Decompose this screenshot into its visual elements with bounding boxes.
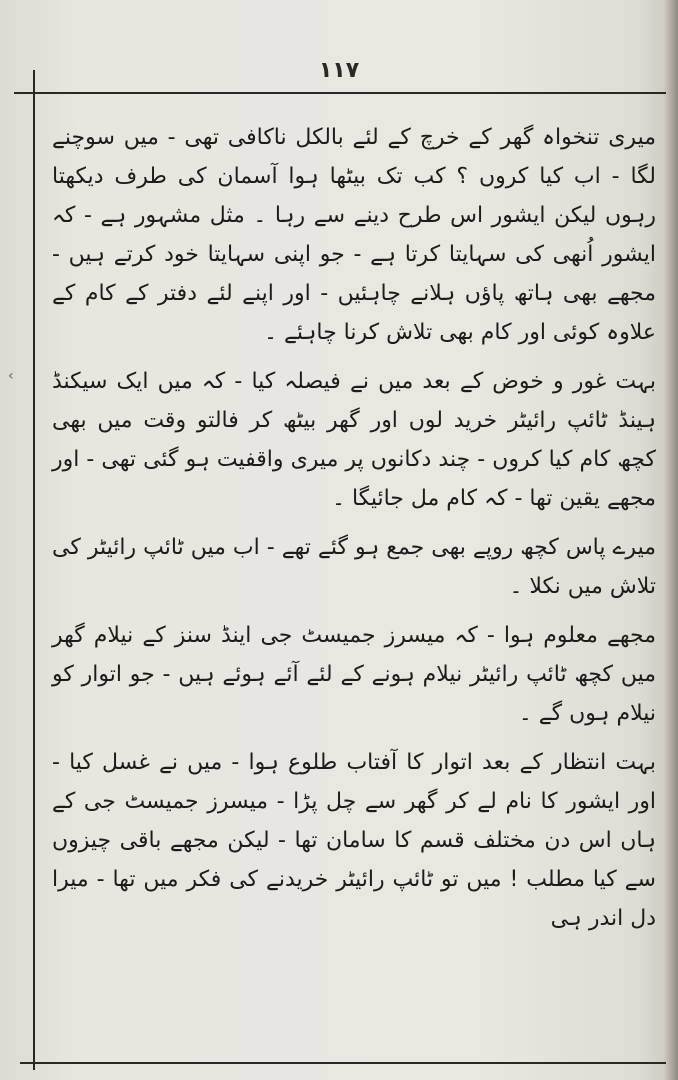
bottom-rule: [20, 1062, 666, 1064]
paragraph-2: بہت غور و خوض کے بعد میں نے فیصلہ کیا - کہ میں ایک سیکنڈ ہینڈ ٹائپ رائیٹر خرید لوں اور گھر بیٹھ کر فالتو وقت میں بھی کچھ کام کیا کروں - چند دکانوں پر میری واقفیت ہو گئی تھی - اور مجھے یقین تھا - کہ کام مل جائیگا ۔: [52, 369, 656, 511]
top-rule: [14, 92, 666, 94]
paragraph-3: میرے پاس کچھ روپے بھی جمع ہو گئے تھے - اب میں ٹائپ رائیٹر کی تلاش میں نکلا ۔: [52, 535, 656, 599]
paragraph-4: مجھے معلوم ہوا - کہ میسرز جمیسٹ جی اینڈ سنز کے نیلام گھر میں کچھ ٹائپ رائیٹر نیلام ہونے کے لئے آئے ہوئے ہیں - جو اتوار کو نیلام ہوں گے ۔: [52, 623, 656, 726]
paragraph-5: بہت انتظار کے بعد اتوار کا آفتاب طلوع ہوا - میں نے غسل کیا - اور ایشور کا نام لے کر گھر سے چل پڑا - میسرز جمیسٹ جی کے ہاں اس دن مختلف قسم کا سامان تھا - لیکن مجھے باقی چیزوں سے کیا مطلب ! میں تو ٹائپ رائیٹر خریدنے کی فکر میں تھا - میرا دل اندر ہی: [52, 750, 656, 931]
margin-mark-icon: ‹: [8, 368, 14, 384]
body-text: [52, 118, 656, 938]
page-number: ۱۱۷: [318, 58, 360, 83]
left-margin-rule: [33, 70, 35, 1070]
page-spine-shadow: [664, 0, 678, 1080]
paragraph-1: میری تنخواہ گھر کے خرچ کے لئے بالکل ناکافی تھی - میں سوچنے لگا - اب کیا کروں ؟ کب تک بیٹھا ہوا آسمان کی طرف دیکھتا رہوں لیکن ایشور اس طرح دینے سے رہا ۔ مثل مشہور ہے - کہ ایشور اُنھی کی سہایتا کرتا ہے - جو اپنی سہایتا خود کرتے ہیں - مجھے بھی ہاتھ پاؤں ہلانے چاہئیں - اور اپنے لئے دفتر کے کام کے علاوہ کوئی اور کام بھی تلاش کرنا چاہئے ۔: [52, 125, 656, 345]
